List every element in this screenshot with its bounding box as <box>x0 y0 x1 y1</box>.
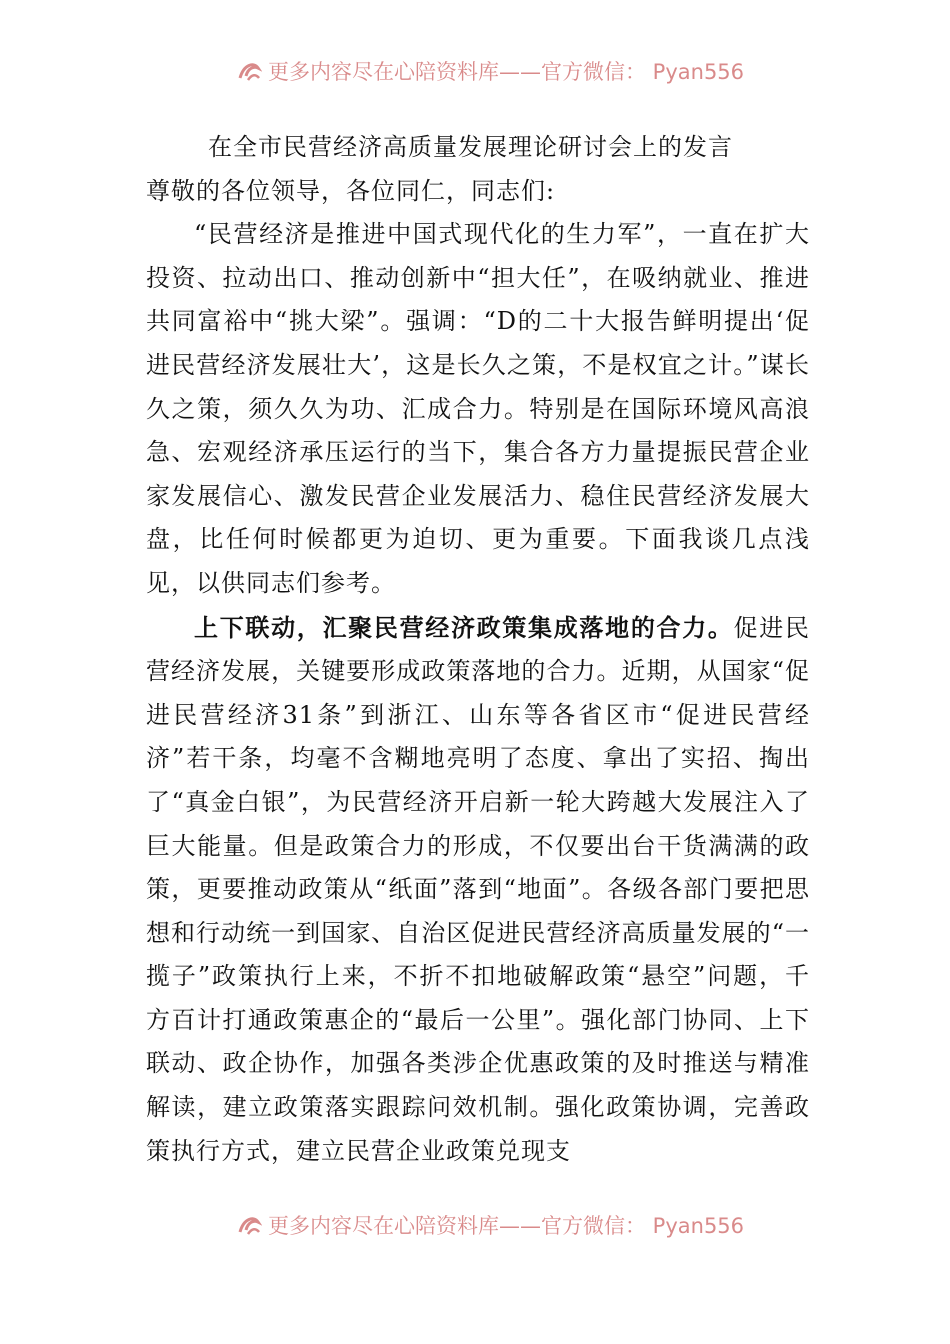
section-heading: 上下联动，汇聚民营经济政策集成落地的合力。 <box>194 612 734 642</box>
paragraph-intro: “民营经济是推进中国式现代化的生力军”，一直在扩大投资、拉动出口、推动创新中“担大任”，在吸纳就业、推进共同富裕中“挑大梁”。强调：“D的二十大报告鲜明提出‘促进民营经济发展壮大’，这是长久之策，不是权宜之计。”谋长久之策，须久久为功、汇成合力。特别是在国际环境风高浪急、宏观经济承压运行的当下，集合各方力量提振民营企业家发展信心、激发民营企业发展活力、稳住民营经济发展大盘，比任何时候都更为迫切、更为重要。下面我谈几点浅见，以供同志们参考。 <box>146 220 810 597</box>
watermark-top <box>0 52 950 86</box>
document-body <box>146 126 810 1173</box>
watermark-text: 更多内容尽在心陪资料库——官方微信： Pyan556 <box>268 60 745 84</box>
watermark-text: 更多内容尽在心陪资料库——官方微信： Pyan556 <box>268 1214 745 1238</box>
watermark-logo-icon <box>236 1212 262 1238</box>
salutation: 尊敬的各位领导，各位同仁，同志们: <box>146 176 556 205</box>
paragraph-section-one <box>146 606 810 1174</box>
document-title: 在全市民营经济高质量发展理论研讨会上的发言 <box>208 133 733 161</box>
section-body: 促进民营经济发展，关键要形成政策落地的合力。近期，从国家“促进民营经济31条”到浙江、山东等各省区市“促进民营经济”若干条，均毫不含糊地亮明了态度、拿出了实招、掏出了“真金白银”，为民营经济开启新一轮大跨越大发展注入了巨大能量。但是政策合力的形成，不仅要出台干货满满的政策，更要推动政策从“纸面”落到“地面”。各级各部门要把思想和行动统一到国家、自治区促进民营经济高质量发展的“一揽子”政策执行上来，不折不扣地破解政策“悬空”问题，千方百计打通政策惠企的“最后一公里”。强化部门协同、上下联动、政企协作，加强各类涉企优惠政策的及时推送与精准解读，建立政策落实跟踪问效机制。强化政策协调，完善政策执行方式，建立民营企业政策兑现支 <box>146 613 811 1165</box>
watermark-bottom <box>0 1206 950 1240</box>
watermark-logo-icon <box>236 58 262 84</box>
